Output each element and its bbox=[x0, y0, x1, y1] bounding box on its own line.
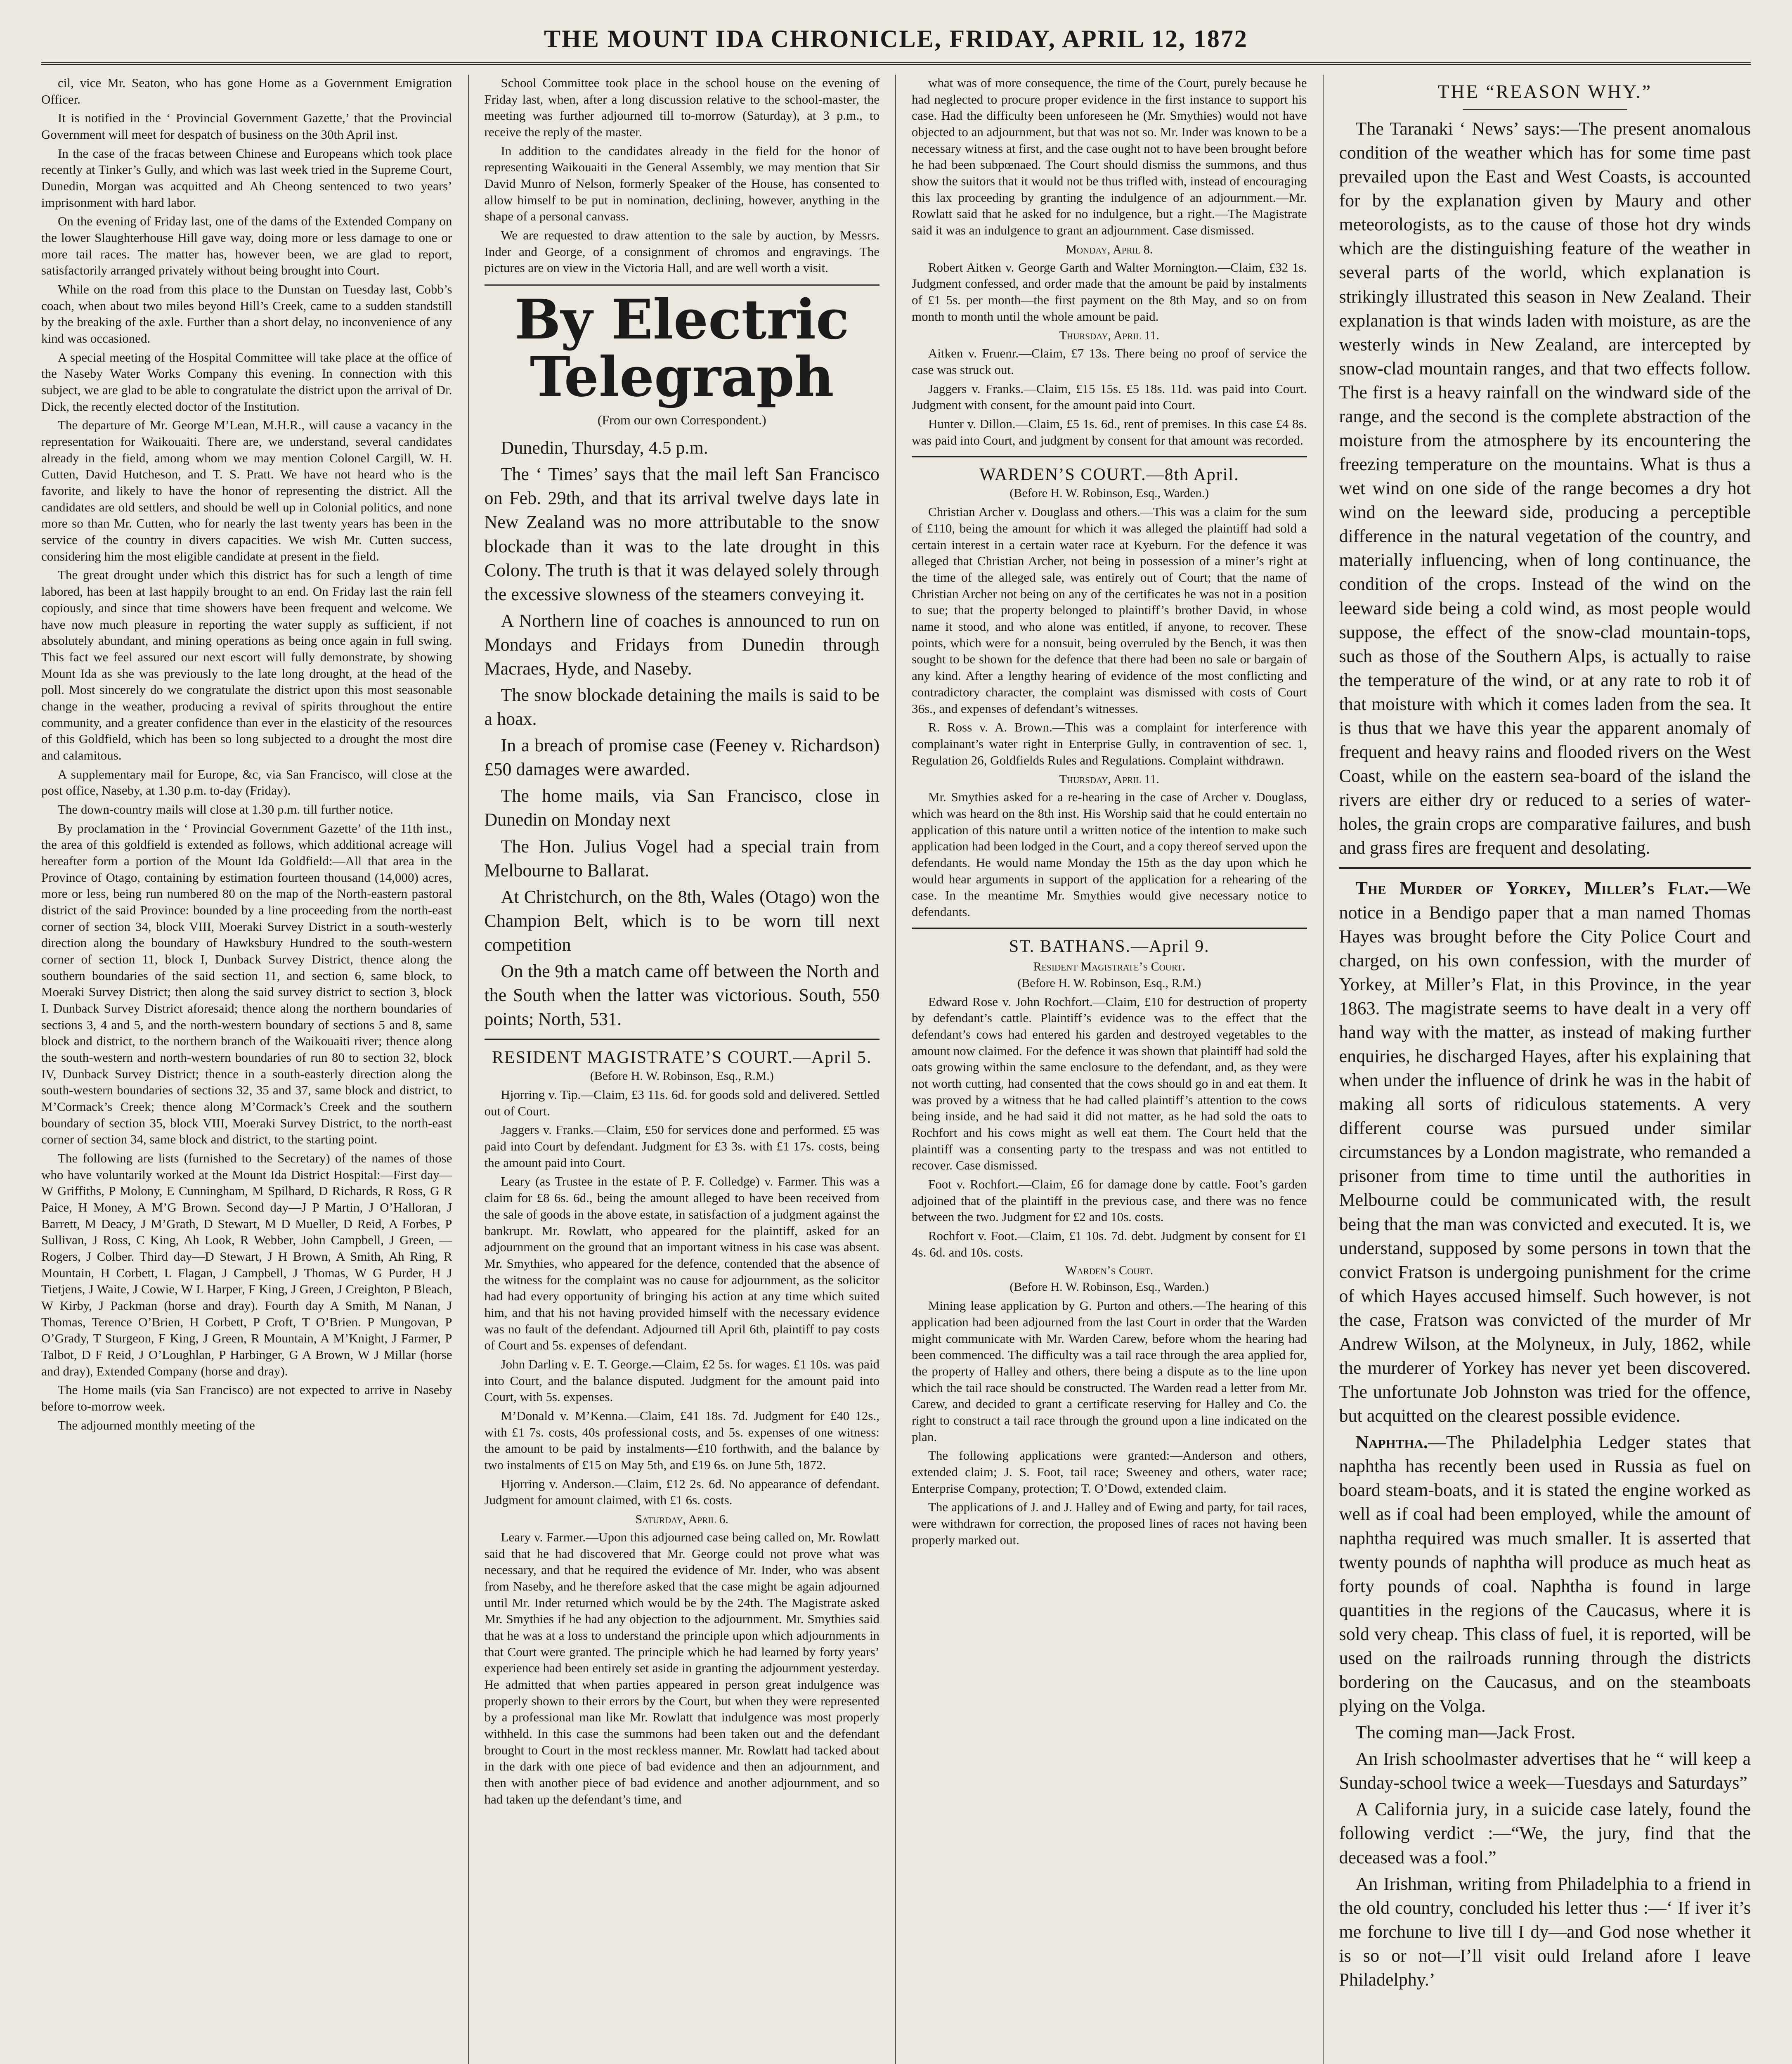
article-paragraph bbox=[485, 1408, 880, 1473]
article-paragraph bbox=[912, 1499, 1307, 1548]
article-paragraph bbox=[485, 436, 880, 460]
column-1-paragraphs bbox=[41, 75, 452, 1433]
article-paragraph bbox=[912, 75, 1307, 239]
article-paragraph bbox=[912, 1176, 1307, 1225]
article-paragraph bbox=[485, 885, 880, 957]
paragraph-text: Christian Archer v. Douglass and others.—This was a claim for the sum of £110, being the amount for which it was alleged the plaintiff had sold a certain interest in a certain water race at Kyeburn. For the defence it was alleged that Christian Archer, not being in possession of a miner’s right at the time of the alleged sale, was entirely out of Court; that the name of Christian Archer not being on any of the certificates he was not in a position to sue; that the property belonged to plaintiff’s brother David, in whose name it stood, and who alone was entitled, if anyone, to recover. These points, which were for a nonsuit, being overruled by the Bench, it was then sought to be shown for the defence that there had been no sale or bargain of any kind. After a lengthy hearing of evidence of the most conflicting and contradictory character, the complaint was dismissed with costs of Court 36s., and expenses of defendant’s witnesses. bbox=[912, 504, 1307, 716]
article-paragraph bbox=[485, 1529, 880, 1807]
columns bbox=[41, 75, 1751, 2064]
paragraph-text: School Committee took place in the school house on the evening of Friday last, when, after a long discussion relative to the school-master, the meeting was further adjourned till to-morrow (Saturday), at 3 p.m., to receive the reply of the master. bbox=[484, 76, 879, 140]
paragraph-text: The departure of Mr. George M’Lean, M.H.R., will cause a vacancy in the representation for Waikouaiti. There are, we understand, several candidates already in the field, among whom we may mention Colonel Cargill, W. H. Cutten, David Hutcheson, and T. S. Pratt. We have not heard who is the favorite, and likely to have the honor of representing the district. All the candidates are old settlers, and should be well up in Colonial politics, and none more so than Mr. Cutten, who for nearly the last twenty years has been in the service of the country in divers capacities. We wish Mr. Cutten success, considering him the most eligible candidate at present in the field. bbox=[41, 418, 452, 563]
article-paragraph bbox=[912, 719, 1307, 768]
paragraph-text: —We notice in a Bendigo paper that a man named Thomas Hayes was brought before the City Police Court and charged, on his own confession, with the murder of Yorkey, at Miller’s Flat, in this Province, in the year 1863. The magistrate seems to have dealt in a very off hand way with the matter, as instead of making further enquiries, he discharged Hayes, after his explaining that when under the influence of drink he was in the habit of making all sorts of ridiculous statements. A very different course was pursued under similar circumstances by a London magistrate, who remanded a prisoner from time to time until the authorities in Melbourne could be communicated with, the result being that the man was convicted and executed. It is, we understand, supposed by some persons in town that the convict Fratson is undergoing punishment for the crime of which Hayes accused himself. Such however, is not the case, Fratson was convicted of the murder of Mr Andrew Wilson, at the Molyneux, in July, 1862, while the murderer of Yorkey has never yet been discovered. The unfortunate Job Johnston was tried for the offence, but acquitted on the clearest possible evidence. bbox=[1339, 878, 1751, 1426]
article-paragraph bbox=[485, 1122, 880, 1171]
thursday-items bbox=[912, 345, 1307, 448]
rm-court-before: (Before H. W. Robinson, Esq., R.M.) bbox=[590, 1069, 774, 1083]
paragraph-text: In the case of the fracas between Chinese and Europeans which took place recently at Tinker’s Gully, and which was last week tried in the Supreme Court, Dunedin, Morgan was acquitted and Ah Cheong sentenced to two years’ imprisonment with hard labor. bbox=[41, 146, 452, 210]
column-3-paragraphs bbox=[912, 75, 1307, 239]
paragraph-text: Hunter v. Dillon.—Claim, £5 1s. 6d., rent of premises. In this case £4 8s. was paid into Court, and judgment by consent for that amount was recorded. bbox=[912, 417, 1307, 447]
wardens-court-items-2 bbox=[912, 789, 1307, 920]
article-paragraph bbox=[485, 609, 880, 681]
wardens-court-items bbox=[912, 504, 1307, 768]
paragraph-text: The Hon. Julius Vogel had a special train from Melbourne to Ballarat. bbox=[484, 836, 879, 881]
paragraph-text: At Christchurch, on the 8th, Wales (Otago) won the Champion Belt, which is to be worn till next competition bbox=[484, 886, 879, 955]
paragraph-text: Mining lease application by G. Purton and others.—The hearing of this application had been adjourned from the last Court in order that the Warden might communicate with Mr. Warden Carew, before whom the hearing had been commenced. The difficulty was a tail race through the area applied for, the property of Halley and others, there being a dispute as to the line upon which the tail race should be constructed. The Warden read a letter from Mr. Carew, and decided to grant a certificate reserving for Halley and Co. the right to construct a tail race through the ground upon a line indicated on the plan. bbox=[912, 1298, 1307, 1444]
article-paragraph bbox=[485, 734, 880, 781]
paragraph-text: In a breach of promise case (Feeney v. Richardson) £50 damages were awarded. bbox=[484, 735, 879, 780]
paragraph-text: R. Ross v. A. Brown.—This was a complaint for interference with complainant’s water right in Enterprise Gully, in contravention of sec. 1, Regulation 26, Goldfields Rules and Regulations. Complaint withdrawn. bbox=[912, 720, 1307, 767]
monday-items bbox=[912, 259, 1307, 325]
paragraph-text: Aitken v. Fruenr.—Claim, £7 13s. There being no proof of service the case was struck out. bbox=[912, 346, 1307, 377]
st-bathans-sub: Resident Magistrate’s Court. bbox=[1033, 959, 1186, 973]
article-paragraph bbox=[485, 835, 880, 883]
article-paragraph bbox=[1339, 1872, 1751, 1992]
paragraph-text: Leary v. Farmer.—Upon this adjourned case being called on, Mr. Rowlatt said that he had discovered that Mr. George could not prove what was necessary, and that he required the evidence of Mr. Inder, who was absent from Naseby, and he therefore asked that the case might be again adjourned until Mr. Inder returned which would be by the 24th. The Magistrate asked Mr. Smythies if he had any objection to the adjournment. Mr. Smythies said that he was at a loss to understand the principle upon which adjournments in that Court were granted. The principle which he had learned by forty years’ experience had been entirely set aside in granting the adjournment yesterday. He admitted that when parties appeared in person great indulgence was properly shown to their errors by the Court, but when they were represented by a professional man like Mr. Rowlatt that indulgence was most properly withheld. In this case the summons had been taken out and the defendant brought to Court in the most reckless manner. Mr. Rowlatt had tacked about in the dark with one piece of bad evidence and then an adjournment, and then with another piece of bad evidence and another adjournment, and so had taken up the defendant’s time, and bbox=[484, 1529, 879, 1806]
telegraph-items bbox=[485, 436, 880, 1031]
st-bathans-wardens-heading: Warden’s Court. bbox=[1065, 1264, 1154, 1278]
article-paragraph bbox=[41, 766, 452, 799]
article-paragraph bbox=[485, 1356, 880, 1405]
paragraph-text: Jaggers v. Franks.—Claim, £15 15s. £5 18s. 11d. was paid into Court. Judgment with consent, for the amount paid into Court. bbox=[912, 381, 1307, 412]
st-bathans-items bbox=[912, 994, 1307, 1261]
article-paragraph bbox=[41, 801, 452, 818]
paragraph-text: Robert Aitken v. George Garth and Walter Mornington.—Claim, £32 1s. Judgment confessed, and order made that the amount be paid by instalments of £1 5s. per month—the first payment on the 8th May, and so on from month to month until the whole amount be paid. bbox=[912, 260, 1307, 324]
paragraph-text: The ‘ Times’ says that the mail left San Francisco on Feb. 29th, and that its arrival twelve days late in New Zealand was no more attributable to the snow blockade than it was to the late drought in this Colony. The truth is that it was delayed solely through the excessive slowness of the steamers conveying it. bbox=[484, 464, 879, 604]
paragraph-text: The following applications were granted:—Anderson and others, extended claim; J. S. Foot, tail race; Sweeney and others, water race; Enterprise Company, protection; T. O’Dowd, extended claim. bbox=[912, 1448, 1307, 1496]
paragraph-text: Hjorring v. Tip.—Claim, £3 11s. 6d. for goods sold and delivered. Settled out of Court. bbox=[484, 1087, 879, 1118]
article-paragraph bbox=[41, 75, 452, 107]
telegraph-correspondent: (From our own Correspondent.) bbox=[597, 412, 766, 428]
paragraph-text: We are requested to draw attention to the sale by auction, by Messrs. Inder and George, of a consignment of chromos and engravings. The pictures are on view in the Victoria Hall, and are well worth a visit. bbox=[484, 228, 879, 275]
article-paragraph bbox=[912, 1447, 1307, 1496]
article-paragraph bbox=[41, 281, 452, 347]
column-4-paragraphs bbox=[1339, 876, 1751, 1992]
paragraph-text: The down-country mails will close at 1.30 p.m. till further notice. bbox=[58, 802, 393, 817]
article-paragraph bbox=[912, 345, 1307, 378]
article-paragraph bbox=[41, 820, 452, 1148]
paragraph-text: The adjourned monthly meeting of the bbox=[58, 1418, 255, 1432]
article-paragraph bbox=[1339, 1430, 1751, 1718]
paragraph-text: The Home mails (via San Francisco) are not expected to arrive in Naseby before to-morrow week. bbox=[41, 1382, 452, 1414]
article-paragraph bbox=[912, 416, 1307, 448]
weather-article: The Taranaki ‘ News’ says:—The present anomalous condition of the weather which has for some time past prevailed upon the East and West Coasts, is accounted for by the explanation given by Maury and other meteorologists, as to the cause of those hot dry winds which are the distinguishing feature of the weather in several parts of the world, which explanation is strikingly illustrated this season in New Zealand. Their explanation is that winds laden with moisture, as are the westerly winds in New Zealand, are intercepted by snow-clad mountain ranges, and that two effects follow. The first is a heavy rainfall on the windward side of the range, and the second is the complete abstraction of the moisture from the atmosphere by its encountering the freezing temperature on the mountains. What is thus a wet wind on one side of the range becomes a dry hot wind on the leeward side, producing a perceptible difference in the natural vegetation of the country, and materially influencing, when of long continuance, the condition of the crops. Instead of the wind on the leeward side being a cold wind, as most people would suppose, the effect of the snow-clad mountain-tops, such as those of the Southern Alps, is actually to raise the temperature of the wind, or at any rate to rob it of that moisture with which it comes laden from the sea. It is thus that we have this year the apparent anomaly of frequent and heavy rains and flooded rivers on the West Coast, while on the eastern sea-board of the island the rivers are either dry or reduced to a series of water-holes, the grain crops are comparative failures, and bush and grass fires are frequent and desolating. bbox=[1339, 118, 1751, 858]
thursday-heading: Thursday, April 11. bbox=[1059, 329, 1159, 343]
paragraph-text: The applications of J. and J. Halley and of Ewing and party, for tail races, were withdrawn for correction, the proposed lines of races not having been properly marked out. bbox=[912, 1500, 1307, 1547]
column-2-paragraphs bbox=[485, 75, 880, 276]
article-paragraph bbox=[912, 259, 1307, 325]
paragraph-text: The home mails, via San Francisco, close in Dunedin on Monday next bbox=[484, 786, 879, 830]
article-paragraph bbox=[485, 784, 880, 832]
paragraph-text: A Northern line of coaches is announced to run on Mondays and Fridays from Dunedin through Macraes, Hyde, and Naseby. bbox=[484, 610, 879, 679]
paragraph-lead: The Murder of Yorkey, Miller’s Flat. bbox=[1355, 878, 1709, 899]
paragraph-text: cil, vice Mr. Seaton, who has gone Home as a Government Emigration Officer. bbox=[41, 76, 452, 107]
article-paragraph bbox=[485, 959, 880, 1031]
wardens-court-before: (Before H. W. Robinson, Esq., Warden.) bbox=[1009, 486, 1209, 500]
article-paragraph bbox=[485, 143, 880, 225]
section-rule bbox=[1339, 867, 1751, 869]
paragraph-text: John Darling v. E. T. George.—Claim, £2 5s. for wages. £1 10s. was paid into Court, and the balance disputed. Judgment for the amount paid into Court, with 5s. expenses. bbox=[484, 1356, 879, 1404]
article-paragraph bbox=[485, 1086, 880, 1119]
paragraph-lead: Naphtha. bbox=[1355, 1432, 1428, 1453]
paragraph-text: An Irishman, writing from Philadelphia to a friend in the old country, concluded his letter thus :—‘ If iver it’s me forchune to live till I dy—and God nose whether it is so or not—I’ll visit ould Ireland afore I leave Philadelphy.’ bbox=[1339, 1873, 1751, 1990]
article-paragraph bbox=[41, 1417, 452, 1434]
heading-rule bbox=[1463, 109, 1627, 110]
column-3 bbox=[896, 75, 1324, 2064]
rm-court-heading: RESIDENT MAGISTRATE’S COURT.—April 5. bbox=[492, 1048, 872, 1068]
paragraph-text: Dunedin, Thursday, 4.5 p.m. bbox=[501, 438, 708, 458]
paragraph-text: The following are lists (furnished to the Secretary) of the names of those who have voluntarily worked at the Mount Ida District Hospital:—First day—W Griffiths, P Molony, E Cunningham, M Spilhard, D Richards, R Ross, G R Paice, H Money, A M’G Brown. Second day—J P Martin, J O’Halloran, J Barrett, M Deacy, J M’Grath, D Stewart, M D Mueller, D Reid, A Forbes, P Sullivan, J Ross, C King, Ah Look, R Webber, John Campbell, J Green, — Rogers, J Colber. Third day—D Stewart, J H Brown, A Smith, Ah Ring, R Mountain, H Corbett, L Flagan, J Campbell, J Thomas, W G Purder, H J Tietjens, J Waite, J Cowie, W L Harper, F King, J Green, J Creighton, P Bleach, W Kirby, J Packman (horse and dray). Fourth day A Smith, M Nanan, J Thomas, Terence O’Brien, H Corbett, P Croft, T O’Brien. P Mungovan, P O’Grady, T Sturgeon, F King, J Green, R Mountain, A M’Knight, J Farmer, P Talbot, D F Reid, J O’Loughlan, P Harbinger, G A Brown, W J Millar (horse and dray), Extended Company (horse and dray). bbox=[41, 1151, 452, 1378]
weather-heading: THE “REASON WHY.” bbox=[1437, 81, 1653, 102]
section-rule bbox=[912, 928, 1307, 929]
paragraph-text: Hjorring v. Anderson.—Claim, £12 2s. 6d. No appearance of defendant. Judgment for amount claimed, with £1 6s. costs. bbox=[484, 1476, 879, 1508]
article-paragraph bbox=[485, 75, 880, 140]
paragraph-text: The snow blockade detaining the mails is said to be a hoax. bbox=[484, 685, 879, 729]
st-bathans-heading: ST. BATHANS.—April 9. bbox=[1009, 937, 1210, 956]
column-4 bbox=[1324, 75, 1751, 2064]
article-paragraph bbox=[485, 1476, 880, 1508]
paragraph-text: In addition to the candidates already in the field for the honor of representing Waikouaiti in the General Assembly, we may mention that Sir David Munro of Nelson, formerly Speaker of the House, has consented to allow himself to be put in nomination, declining, however, anything in the shape of a personal canvass. bbox=[484, 143, 879, 224]
section-rule bbox=[485, 1039, 880, 1040]
article-paragraph bbox=[912, 1297, 1307, 1445]
paragraph-text: A special meeting of the Hospital Committee will take place at the office of the Naseby Water Works Company this evening. In connection with this subject, we are glad to be able to congratulate the district upon the arrival of Dr. Dick, the recently elected doctor of the Institution. bbox=[41, 350, 452, 414]
paragraph-text: Leary (as Trustee in the estate of P. F. Colledge) v. Farmer. This was a claim for £8 6s. 6d., being the amount alleged to have been received from the sale of goods in the above estate, in satisfaction of a judgment against the bankrupt. Mr. Rowlatt, who appeared for the plaintiff, asked for an adjournment on the ground that an important witness in his case was absent. Mr. Smythies, who appeared for the defence, contended that the absence of the witness for the complaint was no cause for adjournment, as the solicitor had had every opportunity of bringing his action at any time which suited him, and that his not having provided himself with the necessary evidence was no fault of the defendant. Adjourned till April 6th, plaintiff to pay costs of Court and 5s. expenses of defendant. bbox=[484, 1174, 879, 1353]
article-paragraph bbox=[912, 381, 1307, 413]
wardens-thursday: Thursday, April 11. bbox=[1059, 772, 1159, 786]
masthead: THE MOUNT IDA CHRONICLE, FRIDAY, APRIL 12, 1872 bbox=[41, 25, 1751, 65]
article-paragraph bbox=[912, 1228, 1307, 1260]
article-paragraph bbox=[41, 417, 452, 564]
rm-court-saturday: Saturday, April 6. bbox=[635, 1512, 729, 1526]
column-1 bbox=[41, 75, 469, 2064]
article-paragraph bbox=[41, 213, 452, 279]
paragraph-text: A supplementary mail for Europe, &c, via San Francisco, will close at the post office, Naseby, at 1.30 p.m. to-day (Friday). bbox=[41, 767, 452, 798]
paragraph-text: The great drought under which this district has for such a length of time labored, has been at last happily brought to an end. On Friday last the rain fell copiously, and since that time showers have been frequent and welcome. We have now much pleasure in reporting the water supply as sufficient, if not absolutely abundant, and mining operations as being once again in full swing. This fact we feel assured our next escort will fully demonstrate, by showing Mount Ida as she was previously to the late long drought, at the head of the poll. Most sincerely do we congratulate the district upon this most seasonable change in the weather, producing a revival of spirits throughout the entire community, and a greater confidence than ever in the elasticity of the resources of this Goldfield, which has been so long subjected to a drought the most dire and calamitous. bbox=[41, 568, 452, 762]
st-bathans-before: (Before H. W. Robinson, Esq., R.M.) bbox=[1017, 976, 1201, 990]
paragraph-text: An Irish schoolmaster advertises that he “ will keep a Sunday-school twice a week—Tuesdays and Saturdays” bbox=[1339, 1749, 1751, 1793]
paragraph-text: The coming man—Jack Frost. bbox=[1355, 1722, 1576, 1743]
paragraph-text: On the evening of Friday last, one of the dams of the Extended Company on the lower Slaughterhouse Hill gave way, doing more or less damage to one or more tail races. The matter has, however been, we are glad to report, satisfactorily arranged privately without being brought into Court. bbox=[41, 214, 452, 278]
article-paragraph bbox=[485, 462, 880, 606]
article-paragraph bbox=[41, 145, 452, 211]
article-paragraph bbox=[41, 110, 452, 142]
st-bathans-wardens-before: (Before H. W. Robinson, Esq., Warden.) bbox=[1009, 1280, 1209, 1294]
article-paragraph bbox=[1339, 1721, 1751, 1744]
article-paragraph bbox=[912, 789, 1307, 920]
article-paragraph bbox=[912, 504, 1307, 717]
article-paragraph bbox=[41, 567, 452, 763]
paragraph-text: —The Philadelphia Ledger states that naphtha has recently been used in Russia as fuel on board steam-boats, and it is stated the engine worked as well as if coal had been employed, while the amount of naphtha required was much smaller. It is asserted that twenty pounds of naphtha will produce as much heat as forty pounds of coal. Naphtha is found in large quantities in the regions of the Caucasus, where it is sold very cheap. This class of fuel, it is reported, will be used on the railroads running through the districts bordering on the Caucasus, and on the steamboats plying on the Volga. bbox=[1339, 1432, 1751, 1716]
rm-court-items-2 bbox=[485, 1529, 880, 1807]
monday-heading: Monday, April 8. bbox=[1066, 242, 1153, 256]
paragraph-text: It is notified in the ‘ Provincial Government Gazette,’ that the Provincial Government will meet for despatch of business on the 30th April inst. bbox=[41, 111, 452, 142]
paragraph-text: By proclamation in the ‘ Provincial Government Gazette’ of the 11th inst., the area of this goldfield is extended as follows, which additional acreage will hereafter form a portion of the Mount Ida Goldfield:—All that area in the Province of Otago, containing by estimation fourteen thousand (14,000) acres, more or less, being run numbered 80 on the map of the North-eastern pastoral district of the said Province: bounded by a line proceeding from the north-east corner of section 34, block VIII, Moeraki Survey District in a south-westerly direction along the boundary of Hawksbury Hundred to the south-western corner of section 11, block I, Dunback Survey District, thence along the southern boundaries of the said section 11, and section 6, same block, to Moeraki Survey District; then along the said survey district to section 3, block I. Dunback Survey District aforesaid; thence along the northern boundaries of sections 3, 4 and 5, and the north-western boundary of sections 5 and 8, same block and district, to the northern branch of the Waikouaiti river; thence along the south-western and north-western boundaries of run 80 to section 32, block IV, Dunback Survey District; thence in a south-easterly direction along the south-western boundaries of sections 32, 35 and 37, same block and district, to M’Cormack’s Creek; thence along M’Cormack’s Creek and the southern boundary of section 35, block VIII, Moeraki Survey District, to the north-east corner of section 34, same block and district, to the starting point. bbox=[41, 821, 452, 1147]
article-paragraph bbox=[1339, 876, 1751, 1428]
paragraph-text: Rochfort v. Foot.—Claim, £1 10s. 7d. debt. Judgment by consent for £1 4s. 6d. and 10s. costs. bbox=[912, 1228, 1307, 1259]
paragraph-text: what was of more consequence, the time of the Court, purely because he had neglected to procure proper evidence in the first instance to support his case. Had the difficulty been unforeseen he (Mr. Smythies) would not have objected to an adjournment, but that was not so. Mr. Inder was known to be a necessary witness at first, and the case ought not to have been brought before he had been subpœnaed. The Court should dismiss the summons, and thus show the suitors that it would not be thus trifled with, instead of encouraging this lax proceeding by granting the indulgence of an adjournment.—Mr. Rowlatt said that he asked for no indulgence, but a right.—The Magistrate said it was an indulgence to grant an adjournment. Case dismissed. bbox=[912, 76, 1307, 238]
paragraph-text: Jaggers v. Franks.—Claim, £50 for services done and performed. £5 was paid into Court by defendant. Judgment for £3 3s. with £1 17s. costs, being the amount paid into Court. bbox=[484, 1122, 879, 1170]
article-paragraph bbox=[1339, 1797, 1751, 1869]
st-bathans-wardens-items bbox=[912, 1297, 1307, 1548]
article-paragraph bbox=[485, 227, 880, 276]
article-paragraph bbox=[41, 349, 452, 415]
article-paragraph bbox=[41, 1150, 452, 1379]
rm-court-items bbox=[485, 1086, 880, 1508]
section-rule bbox=[912, 456, 1307, 457]
paragraph-text: While on the road from this place to the Dunstan on Tuesday last, Cobb’s coach, when about two miles beyond Hill’s Creek, came to a sudden standstill by the breaking of the axle. Further than a short delay, no inconvenience of any kind was occasioned. bbox=[41, 282, 452, 346]
paragraph-text: A California jury, in a suicide case lately, found the following verdict :—“We, the jury, find that the deceased was a fool.” bbox=[1339, 1799, 1751, 1868]
article-paragraph bbox=[912, 994, 1307, 1174]
article-paragraph bbox=[485, 1173, 880, 1353]
article-paragraph bbox=[41, 1382, 452, 1414]
paragraph-text: On the 9th a match came off between the North and the South when the latter was victorious. South, 550 points; North, 531. bbox=[484, 961, 879, 1030]
paragraph-text: Foot v. Rochfort.—Claim, £6 for damage done by cattle. Foot’s garden adjoined that of the plaintiff in the previous case, and there was no fence between the two. Judgment for £2 and 10s. costs. bbox=[912, 1176, 1307, 1224]
telegraph-heading: By Electric Telegraph bbox=[485, 284, 880, 406]
article-paragraph bbox=[1339, 1747, 1751, 1795]
wardens-court-heading: WARDEN’S COURT.—8th April. bbox=[979, 465, 1239, 485]
paragraph-text: M’Donald v. M’Kenna.—Claim, £41 18s. 7d. Judgment for £40 12s., with £1 7s. costs, 40s professional costs, and 5s. expenses of one witness: the amount to be paid by instalments—£10 forthwith, and the balance by two instalments of £15 on May 5th, and £19 6s. on June 5th, 1872. bbox=[484, 1408, 879, 1472]
column-2 bbox=[469, 75, 896, 2064]
article-paragraph bbox=[485, 683, 880, 731]
paragraph-text: Edward Rose v. John Rochfort.—Claim, £10 for destruction of property by defendant’s cattle. Plaintiff’s evidence was to the effect that the defendant’s cows had entered his garden and destroyed vegetables to the amount now claimed. For the defence it was shown that plaintiff had sold the oats growing within the same enclosure to the defendant, and, as they were not worth cutting, had consented that the cows should go in and eat them. It was proved by a witness that he had called plaintiff’s attention to the cows being inside, and he had said it did not matter, as he had sold the oats to Rochfort and his cows might as well eat them. The Court held that the plaintiff was a consenting party to the trespass and was not entitled to recover. Case dismissed. bbox=[912, 994, 1307, 1173]
paragraph-text: Mr. Smythies asked for a re-hearing in the case of Archer v. Douglass, which was heard on the 8th inst. His Worship said that he could entertain no application of this nature until a written notice of the intention to make such application had been lodged in the Court, and a copy thereof served upon the defendants. He would name Monday the 15th as the day upon which he would hear arguments in support of the application for a rehearing of the case. In the meantime Mr. Smythies would give necessary notice to defendants. bbox=[912, 790, 1307, 919]
